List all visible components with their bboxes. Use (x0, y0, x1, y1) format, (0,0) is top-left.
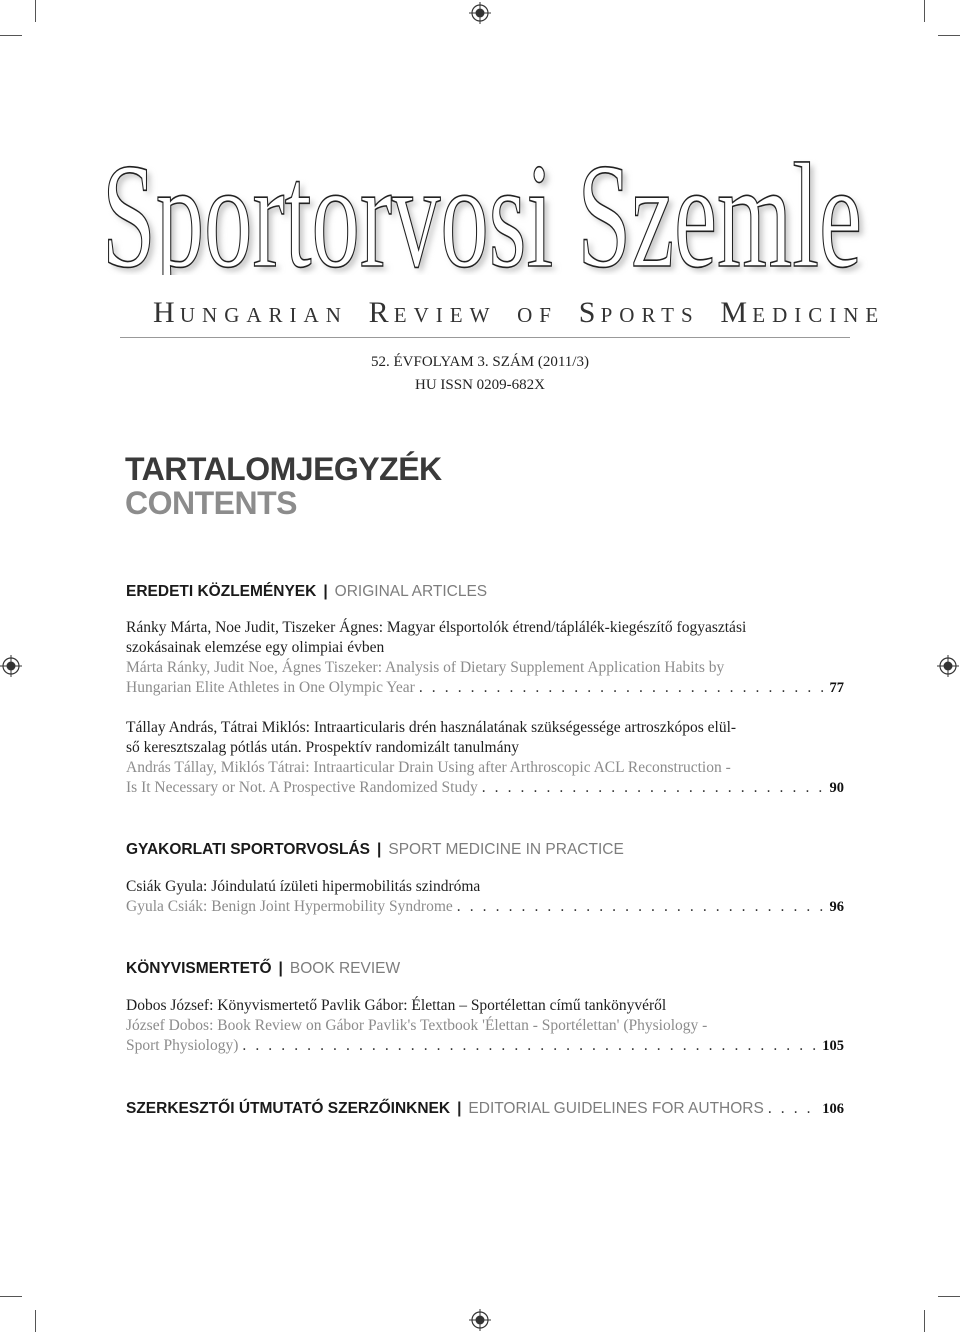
journal-masthead (100, 150, 870, 275)
issue-volume: 52. ÉVFOLYAM 3. SZÁM (2011/3) (371, 354, 589, 370)
crop-mark (924, 0, 925, 22)
article-title-hu: ső keresztszalag pótlás után. Prospektív randomizált tanulmány (126, 739, 519, 756)
article-title-en: Is It Necessary or Not. A Prospective Randomized Study (126, 779, 478, 796)
article-title-en: Gyula Csiák: Benign Joint Hypermobility Syndrome (126, 898, 453, 915)
masthead-shadow: Sportorvosi Szemle (106, 150, 866, 275)
registration-mark-left-icon (0, 655, 22, 677)
page-number: 106 (822, 1101, 844, 1117)
section-heading-guidelines[interactable]: SZERKESZTŐI ÚTMUTATÓ SZERZŐINKNEK | EDITORIAL GUIDELINES FOR AUTHORS . . . 106 (126, 1100, 844, 1118)
subtitle-word: MEDICINE (720, 296, 886, 329)
crop-mark (938, 1296, 960, 1297)
crop-mark (35, 1310, 36, 1332)
subtitle-word: SPORTS (578, 296, 700, 329)
toc-entry[interactable] (126, 779, 844, 797)
article-title-hu: szokásainak elemzése egy olimpiai évben (126, 639, 385, 656)
page-number: 105 (822, 1038, 844, 1054)
article-title-hu: Dobos József: Könyvismertető Pavlik Gábor: Élettan – Sportélettan című tankönyvéről (126, 997, 667, 1014)
article-title-en: József Dobos: Book Review on Gábor Pavlik's Textbook 'Élettan - Sportélettan' (Physiology - (126, 1017, 708, 1034)
toc-entry[interactable] (126, 679, 844, 697)
toc-entry[interactable] (126, 898, 844, 916)
leader-dots (419, 679, 826, 697)
registration-mark-top-icon (469, 2, 491, 24)
page-number: 77 (829, 680, 844, 696)
section-heading-review: KÖNYVISMERTETŐ | BOOK REVIEW (126, 960, 401, 977)
article-title-en: Hungarian Elite Athletes in One Olympic Year (126, 679, 415, 696)
leader-dots (457, 898, 826, 916)
article-title-en: Sport Physiology) (126, 1037, 239, 1054)
registration-mark-right-icon (937, 655, 959, 677)
masthead-subtitle (153, 296, 886, 330)
page-number: 96 (829, 899, 844, 915)
masthead-title: Sportorvosi Szemle (102, 150, 862, 275)
registration-mark-bottom-icon (469, 1309, 491, 1331)
leader-dots (242, 1037, 818, 1055)
article-title-hu: Csiák Gyula: Jóindulatú ízületi hipermobilitás szindróma (126, 878, 481, 895)
masthead-rule (120, 337, 850, 338)
article-title-hu: Tállay András, Tátrai Miklós: Intraarticularis drén használatának szükségessége artroszkópos elül- (126, 719, 737, 736)
crop-mark (0, 1296, 22, 1297)
subtitle-word: HUNGARIAN (153, 296, 348, 329)
crop-mark (0, 35, 22, 36)
crop-mark (938, 35, 960, 36)
section-heading-practice: GYAKORLATI SPORTORVOSLÁS | SPORT MEDICINE IN PRACTICE (126, 841, 624, 858)
subtitle-word: OF (517, 303, 558, 327)
leader-dots (768, 1100, 818, 1118)
article-title-hu: Ránky Márta, Noe Judit, Tiszeker Ágnes: Magyar élsportolók étrend/táplálék-kiegészítő fogyasztási (126, 619, 747, 636)
article-title-en: András Tállay, Miklós Tátrai: Intraarticular Drain Using after Arthroscopic ACL Reconstruction - (126, 759, 731, 776)
article-title-en: Márta Ránky, Judit Noe, Ágnes Tiszeker: Analysis of Dietary Supplement Application Habits by (126, 659, 725, 676)
page-number: 90 (829, 780, 844, 796)
issue-issn: HU ISSN 0209-682X (414, 377, 545, 393)
crop-mark (35, 0, 36, 22)
section-heading-original: EREDETI KÖZLEMÉNYEK | ORIGINAL ARTICLES (126, 583, 488, 600)
contents-title-hu: TARTALOMJEGYZÉK (125, 451, 442, 487)
subtitle-word: REVIEW (368, 296, 497, 329)
leader-dots (482, 779, 826, 797)
crop-mark (924, 1310, 925, 1332)
toc-entry[interactable] (126, 1037, 844, 1055)
contents-title-en: CONTENTS (125, 485, 297, 521)
